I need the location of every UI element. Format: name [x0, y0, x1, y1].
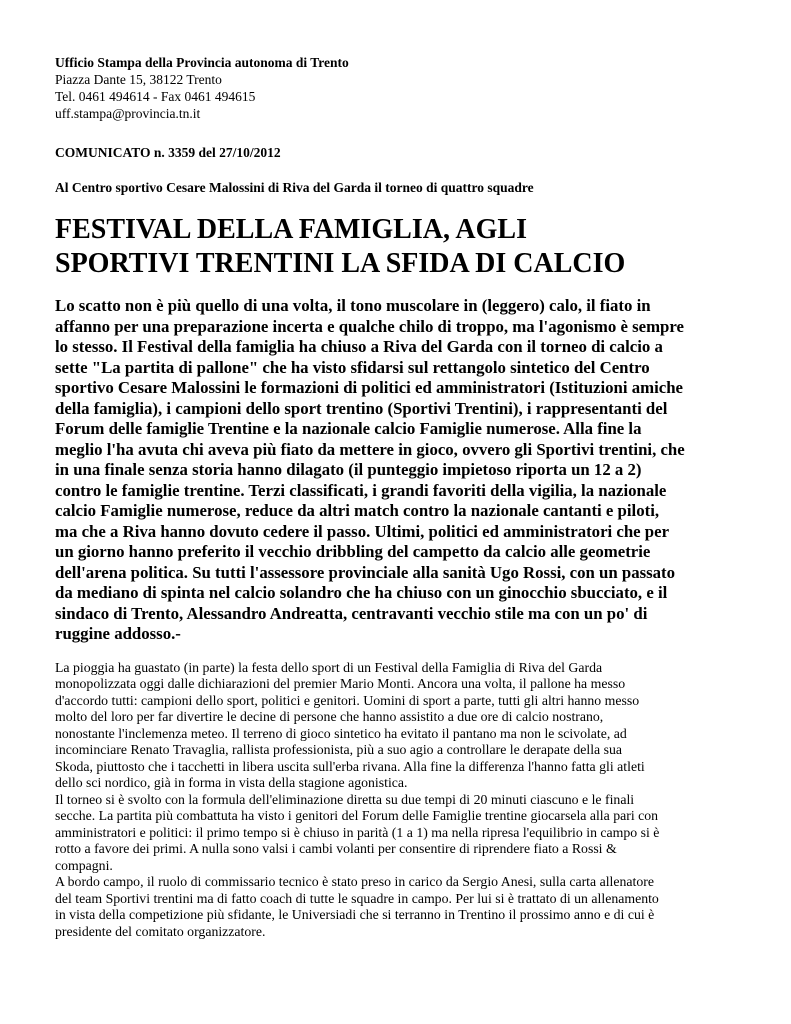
- office-name: Ufficio Stampa della Provincia autonoma di Trento: [55, 55, 349, 70]
- body-line: nonostante l'inclemenza meteo. Il terreno di gioco sintetico ha evitato il pantano ma non le scivolate, ad: [55, 725, 627, 741]
- lead-line: della famiglia), i campioni dello sport trentino (Sportivi Trentini), i rappresentanti del: [55, 398, 668, 418]
- body-line: presidente del comitato organizzatore.: [55, 923, 266, 939]
- lead-line: un giorno hanno preferito il vecchio dribbling del campetto da calcio alle geometrie: [55, 542, 651, 561]
- office-address: Piazza Dante 15, 38122 Trento: [55, 72, 222, 87]
- headline-line: SPORTIVI TRENTINI LA SFIDA DI CALCIO: [55, 248, 626, 279]
- lead-paragraph: [55, 296, 755, 645]
- body-line: amministratori e politici: il primo tempo si è chiuso in parità (1 a 1) ma nella ripresa l'equilibrio in campo si è: [55, 824, 660, 840]
- lead-line: lo stesso. Il Festival della famiglia ha chiuso a Riva del Garda con il torneo di calcio a: [55, 337, 663, 356]
- lead-line: Lo scatto non è più quello di una volta, il tono muscolare in (leggero) calo, il fiato in: [55, 296, 651, 315]
- body-line: in vista della competizione più sfidante, le Universiadi che si terranno in Trentino il prossimo anno e di cui è: [55, 907, 655, 922]
- office-email: uff.stampa@provincia.tn.it: [55, 106, 201, 121]
- lead-line: sindaco di Trento, Alessandro Andreatta, centravanti vecchio stile ma con un po' di: [55, 603, 648, 623]
- body-line: molto del loro per far divertire le decine di persone che hanno assistito a due ore di calcio nostrano,: [55, 709, 604, 724]
- lead-line: in una finale senza storia hanno dilagato (il punteggio impietoso riporta un 12 a 2): [55, 460, 642, 479]
- body-line: incominciare Renato Travaglia, rallista professionista, più a suo agio a controllare le derapate della sua: [55, 742, 623, 757]
- body-line: Il torneo si è svolto con la formula dell'eliminazione diretta su due tempi di 20 minuti ciascuno e le finali: [55, 791, 635, 807]
- lead-line: dell'arena politica. Su tutti l'assessore provinciale alla sanità Ugo Rossi, con un passato: [55, 562, 676, 582]
- press-office-header: [55, 54, 755, 122]
- lead-line: Forum delle famiglie Trentine e la nazionale calcio Famiglie numerose. Alla fine la: [55, 419, 642, 438]
- body-line: compagni.: [55, 857, 113, 873]
- lead-line: calcio Famiglie numerose, reduce da altri match contro la nazionale cantanti e piloti,: [55, 501, 660, 520]
- lead-line: affanno per una preparazione incerta e qualche chilo di troppo, ma l'agonismo è sempre: [55, 316, 684, 336]
- lead-line: meglio l'ha avuta chi aveva più fiato da mettere in gioco, ovvero gli Sportivi trentini, che: [55, 439, 685, 459]
- body-line: del team Sportivi trentini ma di fatto coach di tutte le squadre in campo. Per lui si è trattato di un allenamento: [55, 890, 659, 906]
- press-release-page: [55, 54, 755, 940]
- body-line: d'accordo tutti: campioni dello sport, politici e genitori. Uomini di sport a parte, tutti gli altri hanno messo: [55, 692, 640, 708]
- body-line: rotto a favore dei primi. A nulla sono valsi i cambi volanti per consentire di riprendere fiato a Rossi &: [55, 841, 617, 856]
- subtitle: Al Centro sportivo Cesare Malossini di Riva del Garda il torneo di quattro squadre: [55, 180, 534, 195]
- body-line: La pioggia ha guastato (in parte) la festa dello sport di un Festival della Famiglia di Riva del Garda: [55, 659, 603, 675]
- comunicato-number: COMUNICATO n. 3359 del 27/10/2012: [55, 145, 281, 160]
- headline: [55, 213, 755, 281]
- lead-line: sportivo Cesare Malossini le formazioni di politici ed amministratori (Istituzioni amiche: [55, 378, 683, 397]
- lead-line: sette "La partita di pallone" che ha visto sfidarsi sul rettangolo sintetico del Centro: [55, 357, 650, 377]
- headline-line: FESTIVAL DELLA FAMIGLIA, AGLI: [55, 214, 527, 245]
- body-line: dello sci nordico, già in forma in vista della stagione agonistica.: [55, 775, 408, 790]
- lead-line: ma che a Riva hanno dovuto cedere il passo. Ultimi, politici ed amministratori che per: [55, 521, 670, 541]
- lead-line: contro le famiglie trentine. Terzi classificati, i grandi favoriti della vigilia, la nazionale: [55, 480, 667, 500]
- body-line: Skoda, piuttosto che i tacchetti in libera uscita sull'erba rivana. Alla fine la differenza l'hanno fatta gli atleti: [55, 758, 645, 774]
- lead-line: ruggine addosso.-: [55, 624, 181, 643]
- office-phone: Tel. 0461 494614 - Fax 0461 494615: [55, 89, 256, 104]
- body-line: A bordo campo, il ruolo di commissario tecnico è stato preso in carico da Sergio Anesi, sulla carta allenatore: [55, 874, 654, 889]
- lead-line: da mediano di spinta nel calcio solandro che ha chiuso con un ginocchio sbucciato, e il: [55, 583, 668, 602]
- body-line: monopolizzata oggi dalle dichiarazioni del premier Mario Monti. Ancora una volta, il pallone ha messo: [55, 676, 626, 691]
- body-line: secche. La partita più combattuta ha visto i genitori del Forum delle Famiglie trentine giocarsela alla pari con: [55, 808, 659, 823]
- body-text: [55, 660, 755, 941]
